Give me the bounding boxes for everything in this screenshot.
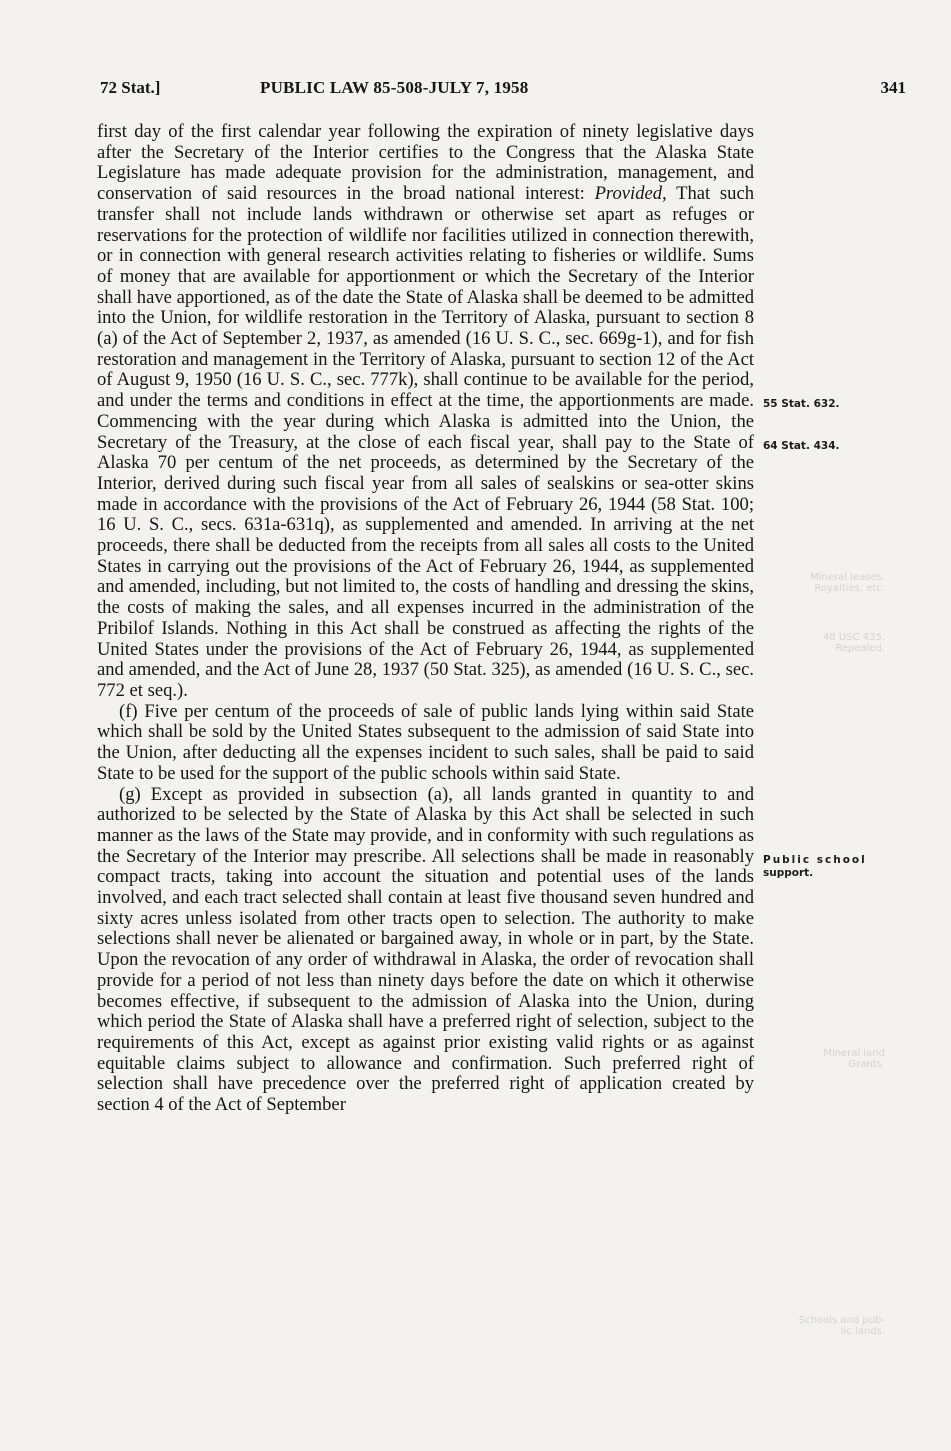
margin-note-support: support.: [763, 867, 814, 879]
statute-text: [97, 122, 754, 1116]
subsection-g: (g) Except as provided in subsection (a), all lands granted in quantity to and authorized to be selected by the State of Alaska by this Act shall be selected in such manner as the laws of the State may provide, and in conformity with such regulations as the Secretary of the Interior may prescribe. All selections shall be made in reasonably compact tracts, taking into account the situation and potential uses of the lands involved, and each tract selected shall contain at least five thousand seven hundred and sixty acres unless isolated from other tracts open to selection. The authority to make selections shall never be alienated or bargained away, in whole or in part, by the State. Upon the revocation of any order of withdrawal in Alaska, the order of revocation shall provide for a period of not less than ninety days before the date on which it otherwise becomes effective, if subsequent to the admission of Alaska into the Union, during which period the State of Alaska shall have a preferred right of selection, subject to the requirements of this Act, except as against prior existing valid rights or as against equitable claims subject to allowance and confirmation. Such preferred right of selection shall have precedence over the preferred right of application created by section 4 of the Act of September: [97, 783, 754, 1116]
margin-citation-64-stat: 64 Stat. 434.: [763, 440, 840, 452]
bleed-through-note: Mineral land Grants.: [823, 1048, 885, 1070]
provided-clause: Provided,: [594, 183, 667, 205]
subsection-f: (f) Five per centum of the proceeds of sale of public lands lying within said State which shall be sold by the United States subsequent to the admission of said State into the Union, after deducting all the expenses incident to such sales, shall be paid to said State to be used for the support of the public schools within said State.: [97, 700, 754, 784]
bleed-through-note: Mineral leases. Royalties, etc.: [810, 572, 885, 594]
text-run: That such transfer shall not include lands withdrawn or otherwise set apart as refuges or reservations for the protection of wildlife nor facilities utilized in connection therewith, or in connection with general research activities relating to fisheries or wildlife. Sums of money that are available for apportionment or which the Secretary of the Interior shall have apportioned, as of the date the State of Alaska shall be deemed to be admitted into the Union, for wildlife restoration in the Territory of Alaska, pursuant to section 8 (a) of the Act of September 2, 1937, as amended (16 U. S. C., sec. 669g-1), and for fish restoration and management in the Territory of Alaska, pursuant to section 12 of the Act of August 9, 1950 (16 U. S. C., sec. 777k), shall continue to be available for the period, and under the terms and conditions in effect at the time, the apportionments are made. Commencing with the year during which Alaska is admitted into the Union, the Secretary of the Treasury, at the close of each fiscal year, shall pay to the State of Alaska 70 per centum of the net proceeds, as determined by the Secretary of the Interior, derived during such fiscal year from all sales of sealskins or sea-otter skins made in accordance with the provisions of the Act of February 26, 1944 (58 Stat. 100; 16 U. S. C., secs. 631a-631q), as supplemented and amended. In arriving at the net proceeds, there shall be deducted from the receipts from all sales all costs to the United States in carrying out the provisions of the Act of February 26, 1944, as supplemented and amended, including, but not limited to, the costs of handling and dressing the skins, the costs of making the sales, and all expenses incurred in the administration of the Pribilof Islands. Nothing in this Act shall be construed as affecting the rights of the United States under the provisions of the Act of February 26, 1944, as supplemented and amended, and the Act of June 28, 1937 (50 Stat. 325), as amended (16 U. S. C., sec. 772 et seq.).: [97, 183, 754, 701]
law-title: PUBLIC LAW 85-508-JULY 7, 1958: [260, 78, 529, 97]
bleed-through-note: Schools and pub- lic lands.: [798, 1315, 885, 1337]
page-header: [100, 78, 906, 102]
text-run: first day of the first calendar year following the expiration of ninety legislative days after the Secretary of the Interior certifies to the Congress that the Alaska State Legislature has made adequate provision for the administration, management, and conservation of said resources in the broad national interest:: [97, 121, 754, 205]
margin-note-public-school: Public school: [763, 854, 867, 866]
paragraph-continuation: [97, 122, 754, 702]
page-number: 341: [880, 78, 906, 97]
volume-reference: 72 Stat.]: [100, 78, 161, 97]
bleed-through-note: 48 USC 435. Repealed.: [823, 632, 885, 654]
margin-citation-55-stat: 55 Stat. 632.: [763, 398, 840, 410]
